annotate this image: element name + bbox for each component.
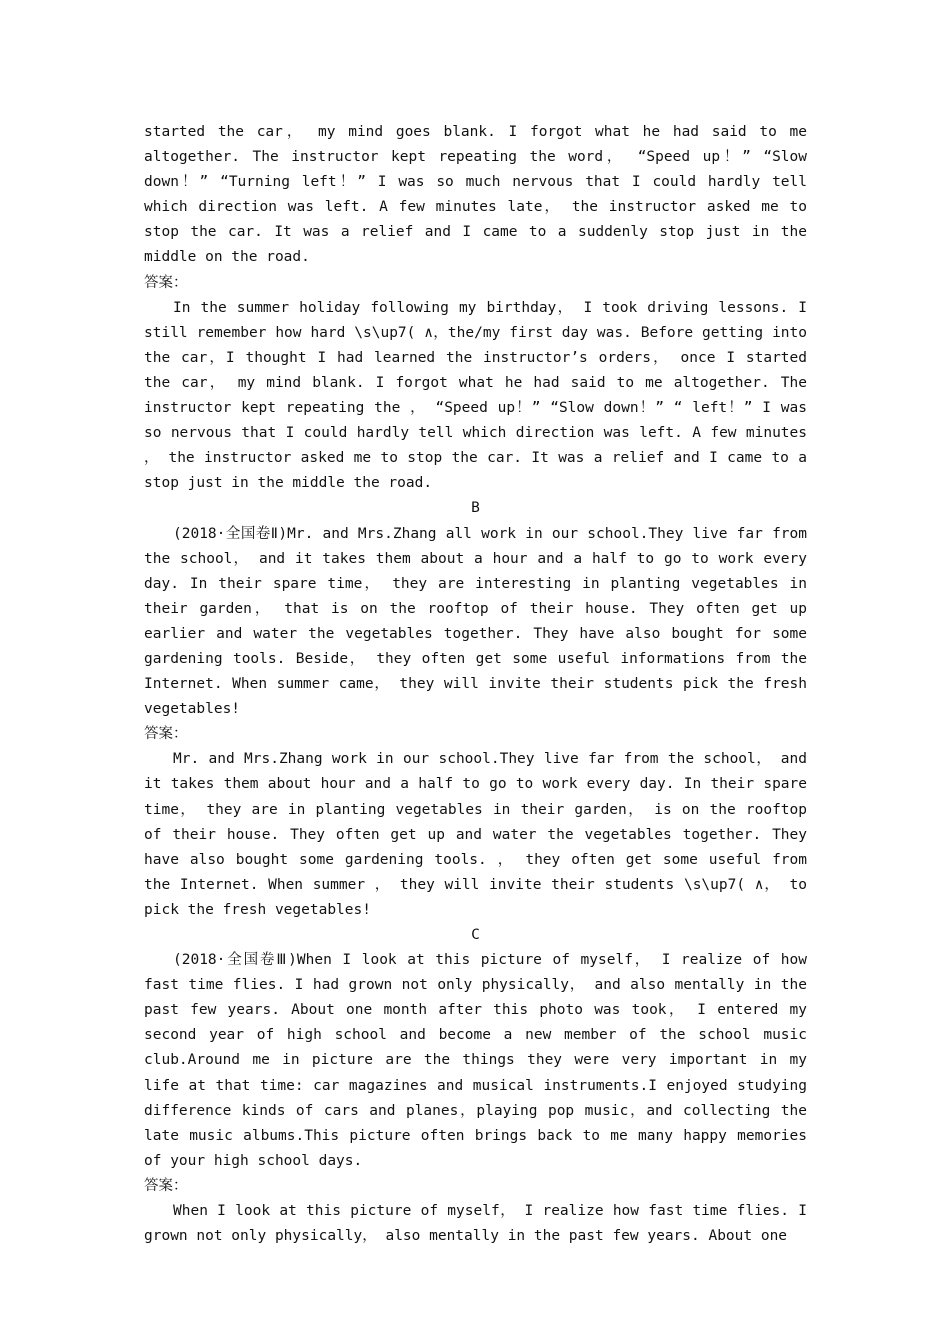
section-b-answer-text: Mr. and Mrs.Zhang work in our school.They live far from the school， and it takes them about hour and a half to go to work every day. In their spare time， they are in planting vegetables in their garden， is on the rooftop of their house. They often get up and water the vegetables together. They have also bought some gardening tools. ， they often get some useful from the Internet. When summer ， they will invite their students \s\up7( ∧， to pick the fresh vegetables! — [144, 751, 807, 918]
section-b-answer-label: 答案： — [144, 726, 188, 743]
section-c-answer-text: When I look at this picture of myself， I realize how fast time flies. I grown not only physically， also mentally in the past few years. About one — [144, 1203, 807, 1245]
section-a-question-text: started the car， my mind goes blank. I forgot what he had said to me altogether. The instructor kept repeating the word， “Speed up！” “Slow down！” “Turning left！” I was so much nervous that I could hardly tell which direction was left. A few minutes late， the instructor asked me to stop the car. It was a relief and I came to a suddenly stop just in the middle on the road. — [144, 124, 807, 266]
section-b-question-text: (2018·全国卷Ⅱ)Mr. and Mrs.Zhang all work in our school.They live far from the school， and it takes them about a hour and a half to go to work every day. In their spare time， they are interesting in planting vegetables in their garden， that is on the rooftop of their house. They often get up earlier and water the vegetables together. They have also bought for some gardening tools. Beside， they often get some useful informations from the Internet. When summer came， they will invite their students pick the fresh vegetables! — [144, 525, 807, 718]
document-page — [144, 120, 807, 1249]
section-a-answer-text: In the summer holiday following my birthday， I took driving lessons. I still remember how hard \s\up7( ∧，the/my first day was. Before getting into the car，I thought I had learned the instructor’s orders， once I started the car， my mind blank. I forgot what he had said to me altogether. The instructor kept repeating the ， “Speed up！” “Slow down！” “ left！” I was so nervous that I could hardly tell which direction was left. A few minutes ， the instructor asked me to stop the car. It was a relief and I came to a stop just in the middle the road. — [144, 299, 807, 492]
section-b-heading: B — [471, 500, 480, 517]
section-c-question-text: (2018·全国卷Ⅲ)When I look at this picture of myself， I realize of how fast time flies. I had grown not only physically， and also mentally in the past few years. About one month after this photo was took， I entered my second year of high school and become a new member of the school music club.Around me in picture are the things they were very important in my life at that time: car magazines and musical instruments.I enjoyed studying difference kinds of cars and planes，playing pop music，and collecting the late music albums.This picture often brings back to me many happy memories of your high school days. — [144, 952, 807, 1169]
section-c-answer-label: 答案： — [144, 1177, 188, 1194]
section-c-heading: C — [471, 927, 480, 943]
section-a-answer-label: 答案： — [144, 274, 188, 291]
